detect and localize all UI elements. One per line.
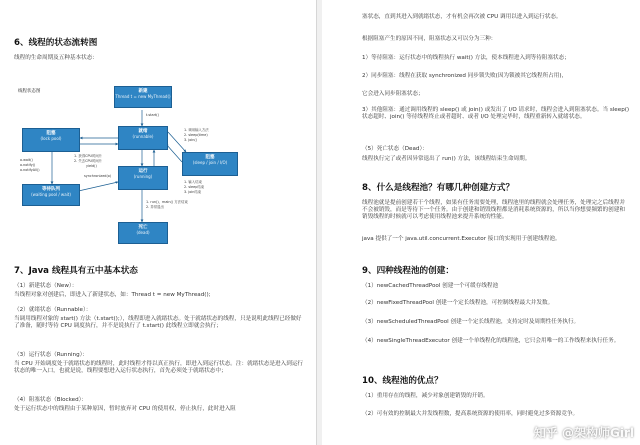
state-dead-body: 线程执行完了或者因异常退出了 run() 方法，该线程结束生命周期。	[362, 156, 531, 162]
state-runnable-heading: （2）就绪状态（Runnable）：	[14, 307, 92, 313]
state-new-body: 当线程对象对创建后，即进入了新建状态，如：Thread t = new MyThread();	[14, 292, 211, 298]
state-waiting-sub: (waiting pool / wait)	[31, 192, 71, 197]
state-runnable-body: 当调用线程对象的 start() 方法（t.start();），线程即进入就绪状态。处于就绪状态的线程，只是说明此线程已经做好了准备，随时等待 CPU 调度执行，并不是说执行了 t.start() 此线程立即就会执行；	[14, 316, 302, 329]
label-exception-exit: 2. 异常退出	[146, 205, 164, 209]
label-get-cpu: 1. 获得CPU时间片	[74, 154, 103, 158]
section-6-intro: 线程的生命周期及五种基本状态：	[14, 55, 98, 61]
pool-cached: （1）newCachedThreadPool 创建一个可缓存线程池	[362, 283, 499, 289]
label-notify-all: o.notifyAll()	[20, 168, 40, 172]
state-waiting-box	[22, 184, 80, 206]
blocked-type-sync: 2）同步阻塞：线程在获取 synchronized 同步锁失败(因为锁被其它线程所占用)，	[362, 73, 568, 79]
state-new-box	[114, 86, 172, 108]
thread-state-diagram	[14, 82, 306, 254]
section-10-title: 10、线程池的优点？	[362, 376, 443, 386]
state-dead-sub: (dead)	[136, 230, 150, 235]
blocked-type-other: 3）其他阻塞：通过调用线程的 sleep() 或 join() 或发出了 I/O 请求时，线程会进入到阻塞状态。当 sleep() 状态超时、join() 等待线程终止或者超时、或者 I/O 处理完毕时，线程重新转入就绪状态。	[362, 107, 630, 120]
state-blocked-sleep-box	[182, 152, 238, 176]
diagram-title: 线程状态图	[18, 89, 41, 94]
blocked-type-wait: 1）等待阻塞：运行状态中的线程执行 wait() 方法，使本线程进入到等待阻塞状态；	[362, 55, 570, 61]
thread-pool-definition: 线程池就是提前创建若干个线程，如果有任务需要处理，线程池里的线程就会处理任务，处理完之后线程并不会被销毁，而是等待下一个任务。由于创建和销毁线程都是消耗系统资源的，所以当你想要频繁的创建和销毁线程的时候就可以考虑使用线程池来提升系统的性能。	[362, 200, 625, 220]
state-ready-box	[118, 126, 168, 150]
label-run-end: 1. run()、main() 方法结束	[146, 200, 188, 204]
section-6-title: 6、线程的状态流转图	[14, 38, 98, 48]
state-running-heading: （3）运行状态（Running）：	[14, 352, 89, 358]
label-yield: yield()	[86, 164, 97, 168]
state-ready-sub: (runnable)	[132, 134, 154, 139]
state-dead-title: 死亡	[138, 225, 148, 230]
state-new-title: 新建	[138, 89, 148, 94]
blocked-type-sync-cont: 它会进入同步阻塞状态；	[362, 91, 424, 97]
label-sleep-end: 2. sleep结束	[184, 185, 205, 189]
pool-fixed: （2）newFixedThreadPool 创建一个定长线程池，可控制线程最大并发数。	[362, 300, 554, 306]
watermark: 知乎 @架构师Girl	[533, 426, 634, 440]
blocked-continued-text: 塞状态，直到其进入到就绪状态，才有机会再次被 CPU 调用以进入到运行状态。	[362, 14, 562, 20]
state-new-sub: Thread t = new MyThread()	[115, 94, 171, 99]
pool-scheduled: （3）newScheduledThreadPool 创建一个定长线程池，支持定时及周期性任务执行。	[362, 319, 580, 325]
left-page	[0, 0, 317, 445]
label-join: 3. join()	[184, 138, 198, 142]
label-join-end: 3. join结束	[184, 190, 202, 194]
state-running-title: 运行	[138, 169, 148, 174]
label-io-call: 1. 调用输入方法	[184, 128, 209, 132]
section-7-title: 7、Java 线程具有五中基本状态	[14, 266, 138, 276]
state-ready-title: 就绪	[138, 129, 148, 134]
label-io-end: 1. 输入结束	[184, 180, 202, 184]
label-synchronized: synchronized(o)	[84, 174, 112, 178]
label-notify: o.notify()	[20, 163, 36, 167]
state-blocked-sleep-sub: (sleep / join / I/O)	[192, 160, 228, 165]
state-dead-heading: （5）死亡状态（Dead）：	[362, 146, 428, 152]
state-blocked-sleep-title: 阻塞	[205, 155, 215, 160]
state-blocked-lock-sub: (lock pool)	[40, 136, 62, 141]
label-wait: o.wait()	[20, 158, 33, 162]
pool-single: （4）newSingleThreadExecutor 创建一个单线程化的线程池，它只会用唯一的工作线程来执行任务。	[362, 338, 620, 344]
state-new-heading: （1）新建状态（New）：	[14, 283, 78, 289]
right-page	[322, 0, 640, 445]
state-blocked-body: 处于运行状态中的线程由于某种原因，暂时放弃对 CPU 的使用权，停止执行，此时进入阻	[14, 406, 236, 412]
state-dead-box	[118, 222, 168, 244]
advantage-1: （1）重用存在的线程，减少对象创建销毁的开销。	[362, 393, 489, 399]
state-blocked-heading: （4）阻塞状态（Blocked）：	[14, 397, 88, 403]
state-running-body: 当 CPU 开始调度处于就绪状态的线程时，此时线程才得以真正执行，即进入到运行状态。注：就绪状态是进入到运行状态的唯一入口，也就是说，线程要想进入运行状态执行，首先必须处于就绪状态中；	[14, 361, 304, 374]
label-lose-cpu: 2. 失去CPU时间片	[74, 159, 103, 163]
label-sleep: 2. sleep(time)	[184, 133, 208, 137]
state-running-box	[118, 166, 168, 190]
label-start: t.start()	[146, 113, 159, 117]
blocked-types-intro: 根据阻塞产生的原因不同，阻塞状态又可以分为三种：	[362, 36, 497, 42]
state-running-sub: (running)	[133, 174, 153, 179]
state-blocked-lock-title: 阻塞	[46, 131, 56, 136]
state-waiting-title: 等待队列	[42, 187, 60, 192]
section-9-title: 9、四种线程池的创建：	[362, 266, 454, 276]
advantage-2: （2）可有效的控制最大并发线程数，提高系统资源的使用率，同时避免过多资源竞争。	[362, 411, 579, 417]
section-8-title: 8、什么是线程池？有哪几种创建方式？	[362, 183, 515, 193]
state-blocked-lock-box	[22, 128, 80, 152]
executor-note: java 提供了一个 java.util.concurrent.Executor 接口的实现用于创建线程池。	[362, 236, 561, 242]
